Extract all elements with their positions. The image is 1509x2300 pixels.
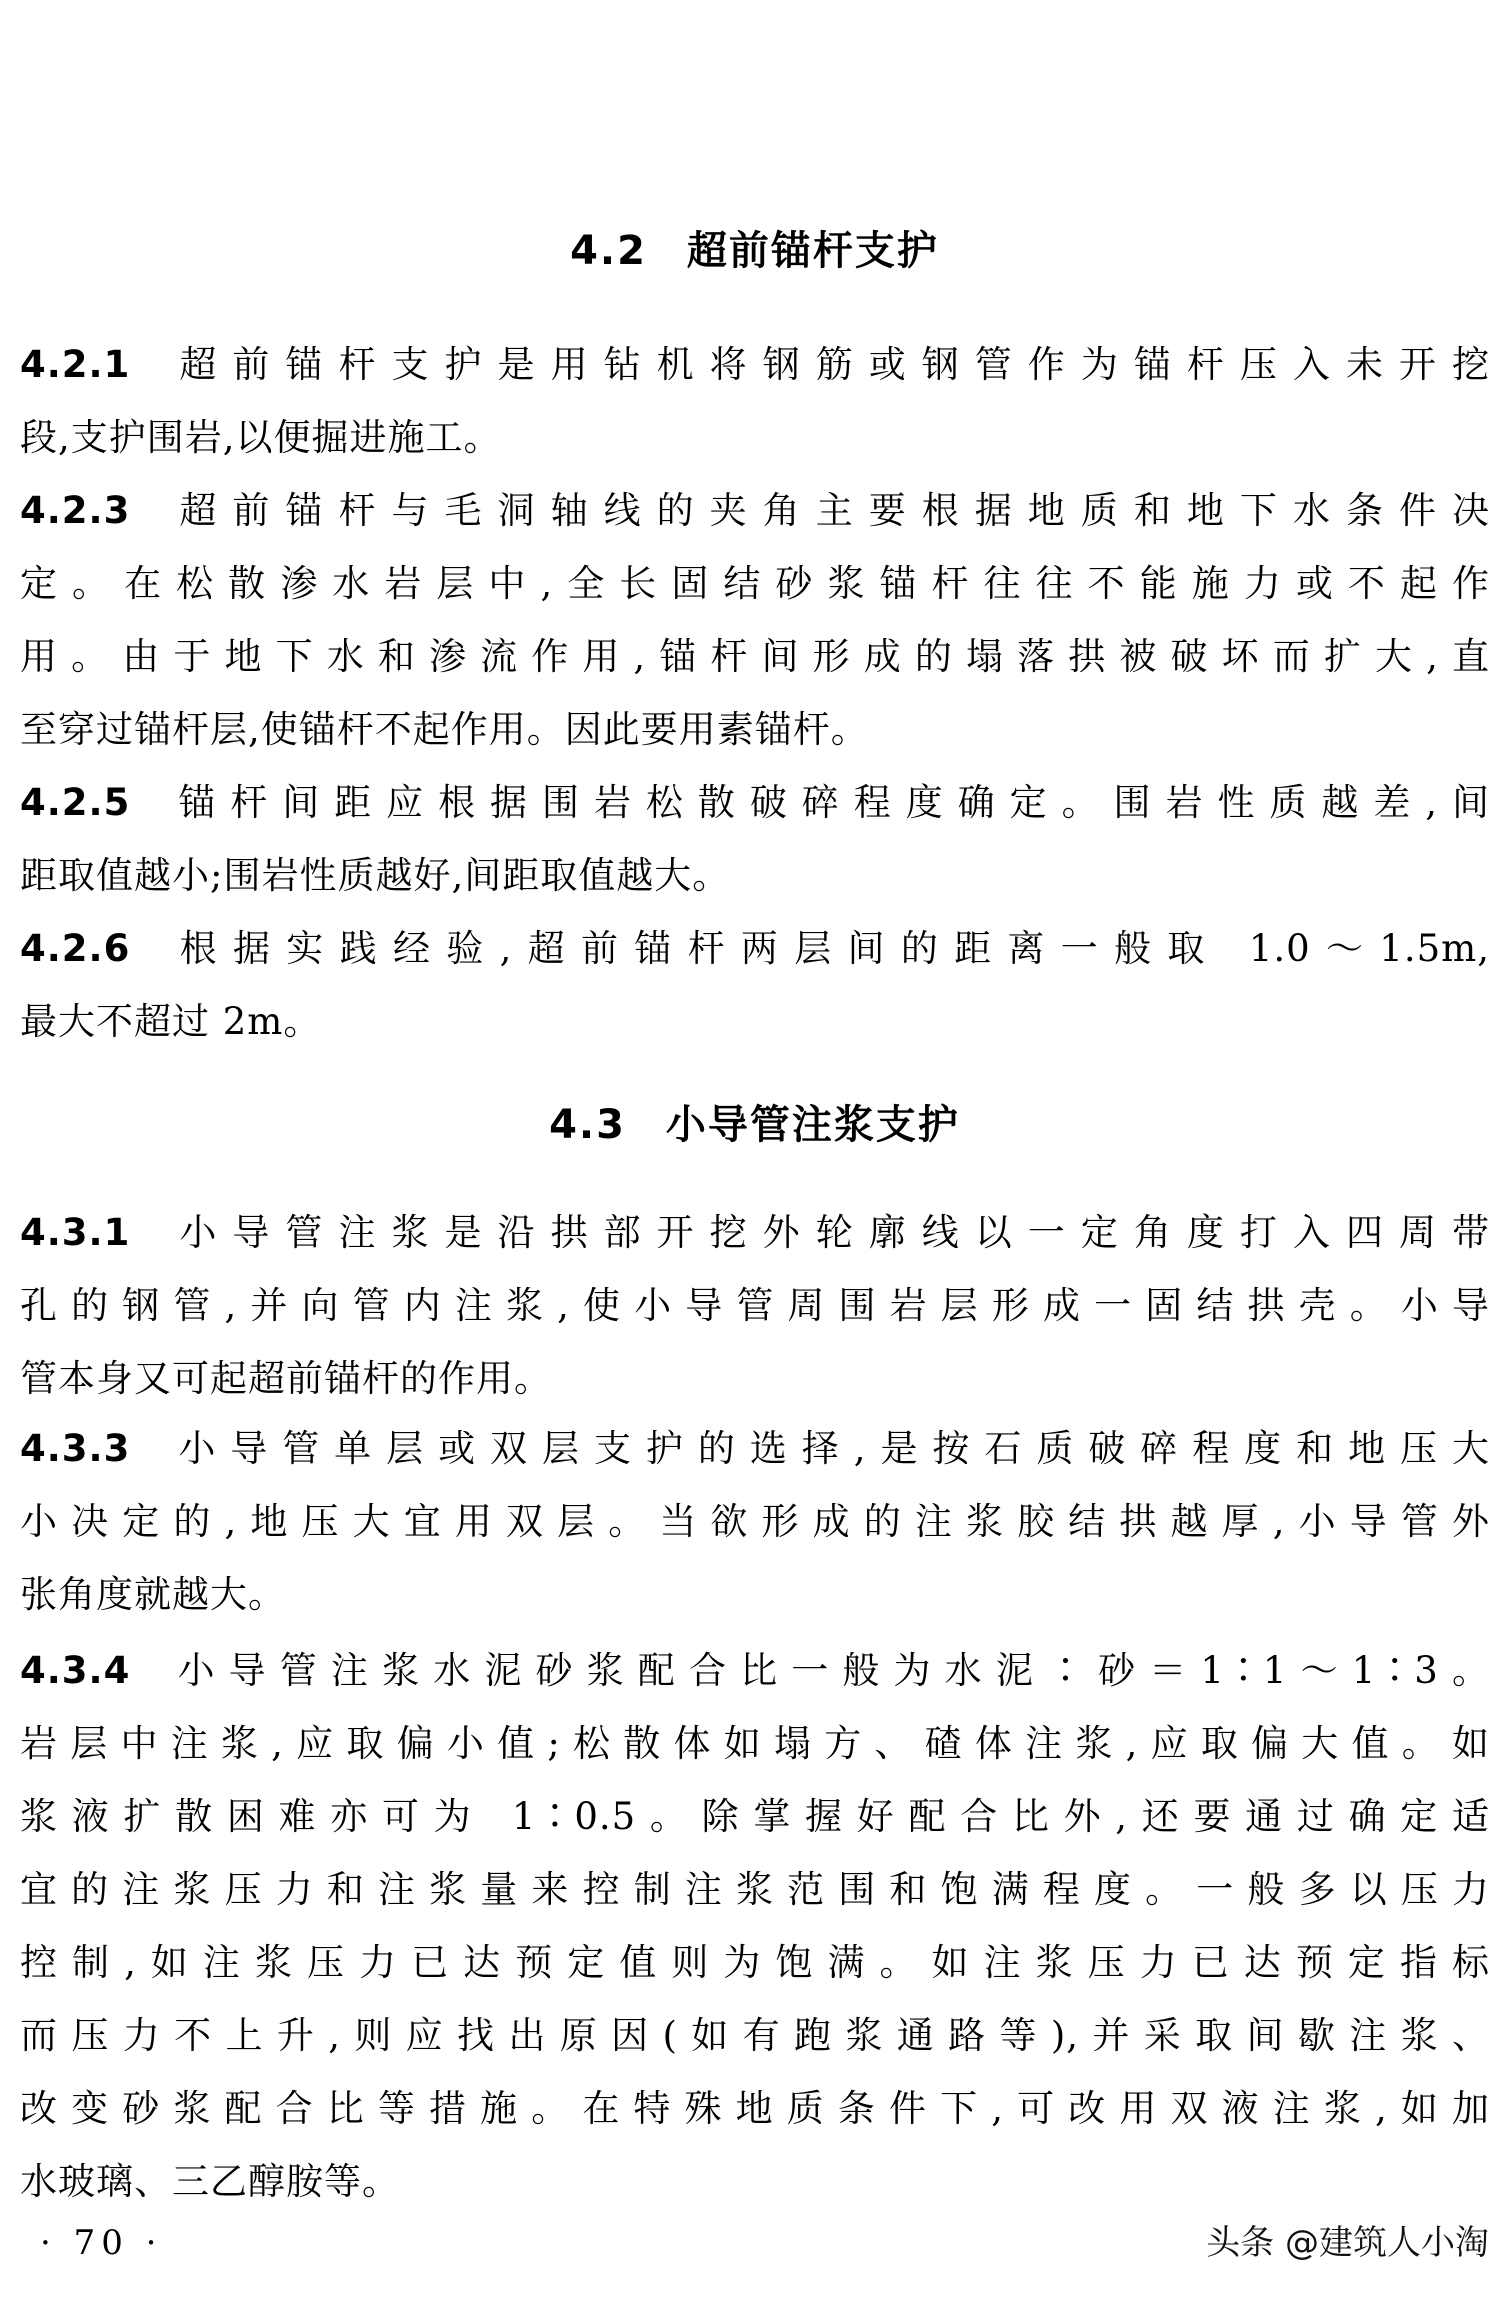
clause-line: 改变砂浆配合比等措施。在特殊地质条件下,可改用双液注浆,如加 [20, 2087, 1490, 2130]
clause-number: 4.2.5 [20, 781, 131, 824]
clause-number: 4.2.1 [20, 343, 131, 386]
clause-line [20, 474, 1490, 547]
clause-4-3-4 [20, 1634, 1490, 2218]
clause-line [20, 1196, 1490, 1269]
clause-4-2-6 [20, 912, 1490, 1058]
watermark: 头条 @建筑人小淘 [1206, 2223, 1489, 2263]
clause-line: 至穿过锚杆层,使锚杆不起作用。因此要用素锚杆。 [20, 708, 869, 751]
clause-line: 宜的注浆压力和注浆量来控制注浆范围和饱满程度。一般多以压力 [20, 1868, 1490, 1911]
clause-line: 浆液扩散困难亦可为 1∶0.5。除掌握好配合比外,还要通过确定适 [20, 1795, 1490, 1838]
clause-number: 4.2.6 [20, 927, 131, 970]
clause-4-2-3 [20, 474, 1490, 766]
clause-number: 4.3.3 [20, 1427, 131, 1470]
clause-text: 超前锚杆支护是用钻机将钢筋或钢管作为锚杆压入未开挖 [164, 343, 1490, 386]
section-number: 4.2 [570, 228, 647, 274]
clause-line: 段,支护围岩,以便掘进施工。 [20, 416, 502, 459]
clause-text: 小导管注浆是沿拱部开挖外轮廓线以一定角度打入四周带 [164, 1211, 1490, 1254]
page-number: · 70 · [40, 2223, 163, 2263]
clause-line: 水玻璃、三乙醇胺等。 [20, 2160, 400, 2203]
clause-text: 小导管注浆水泥砂浆配合比一般为水泥∶砂＝1∶1～1∶3。 [164, 1649, 1490, 1692]
clause-text: 超前锚杆与毛洞轴线的夹角主要根据地质和地下水条件决 [164, 489, 1490, 532]
clause-line: 定。在松散渗水岩层中,全长固结砂浆锚杆往往不能施力或不起作 [20, 562, 1490, 605]
clause-line [20, 912, 1490, 985]
section-title-text: 小导管注浆支护 [665, 1102, 960, 1148]
clause-number: 4.2.3 [20, 489, 131, 532]
clause-line [20, 766, 1490, 839]
clause-number: 4.3.4 [20, 1649, 131, 1692]
clause-text: 根据实践经验,超前锚杆两层间的距离一般取 1.0～1.5m, [164, 927, 1490, 970]
section-number: 4.3 [549, 1102, 626, 1148]
clause-line: 用。由于地下水和渗流作用,锚杆间形成的塌落拱被破坏而扩大,直 [20, 635, 1490, 678]
clause-line: 岩层中注浆,应取偏小值;松散体如塌方、碴体注浆,应取偏大值。如 [20, 1722, 1490, 1765]
clause-line [20, 1412, 1490, 1485]
clause-4-3-3 [20, 1412, 1490, 1631]
clause-line: 小决定的,地压大宜用双层。当欲形成的注浆胶结拱越厚,小导管外 [20, 1500, 1490, 1543]
clause-line: 控制,如注浆压力已达预定值则为饱满。如注浆压力已达预定指标 [20, 1941, 1490, 1984]
clause-4-2-1 [20, 328, 1490, 474]
section-title-text: 超前锚杆支护 [686, 228, 939, 274]
clause-line: 管本身又可起超前锚杆的作用。 [20, 1357, 552, 1400]
clause-line: 孔的钢管,并向管内注浆,使小导管周围岩层形成一固结拱壳。小导 [20, 1284, 1490, 1327]
clause-line: 距取值越小;围岩性质越好,间距取值越大。 [20, 854, 731, 897]
clause-line [20, 1634, 1490, 1707]
clause-4-3-1 [20, 1196, 1490, 1415]
clause-line: 最大不超过 2m。 [20, 1000, 322, 1043]
section-title-4-3 [0, 1100, 1509, 1150]
clause-line [20, 328, 1490, 401]
clause-text: 锚杆间距应根据围岩松散破碎程度确定。围岩性质越差,间 [164, 781, 1490, 824]
clause-line: 张角度就越大。 [20, 1573, 286, 1616]
clause-number: 4.3.1 [20, 1211, 131, 1254]
clause-4-2-5 [20, 766, 1490, 912]
clause-line: 而压力不上升,则应找出原因(如有跑浆通路等),并采取间歇注浆、 [20, 2014, 1490, 2057]
clause-text: 小导管单层或双层支护的选择,是按石质破碎程度和地压大 [164, 1427, 1490, 1470]
section-title-4-2 [0, 226, 1509, 276]
